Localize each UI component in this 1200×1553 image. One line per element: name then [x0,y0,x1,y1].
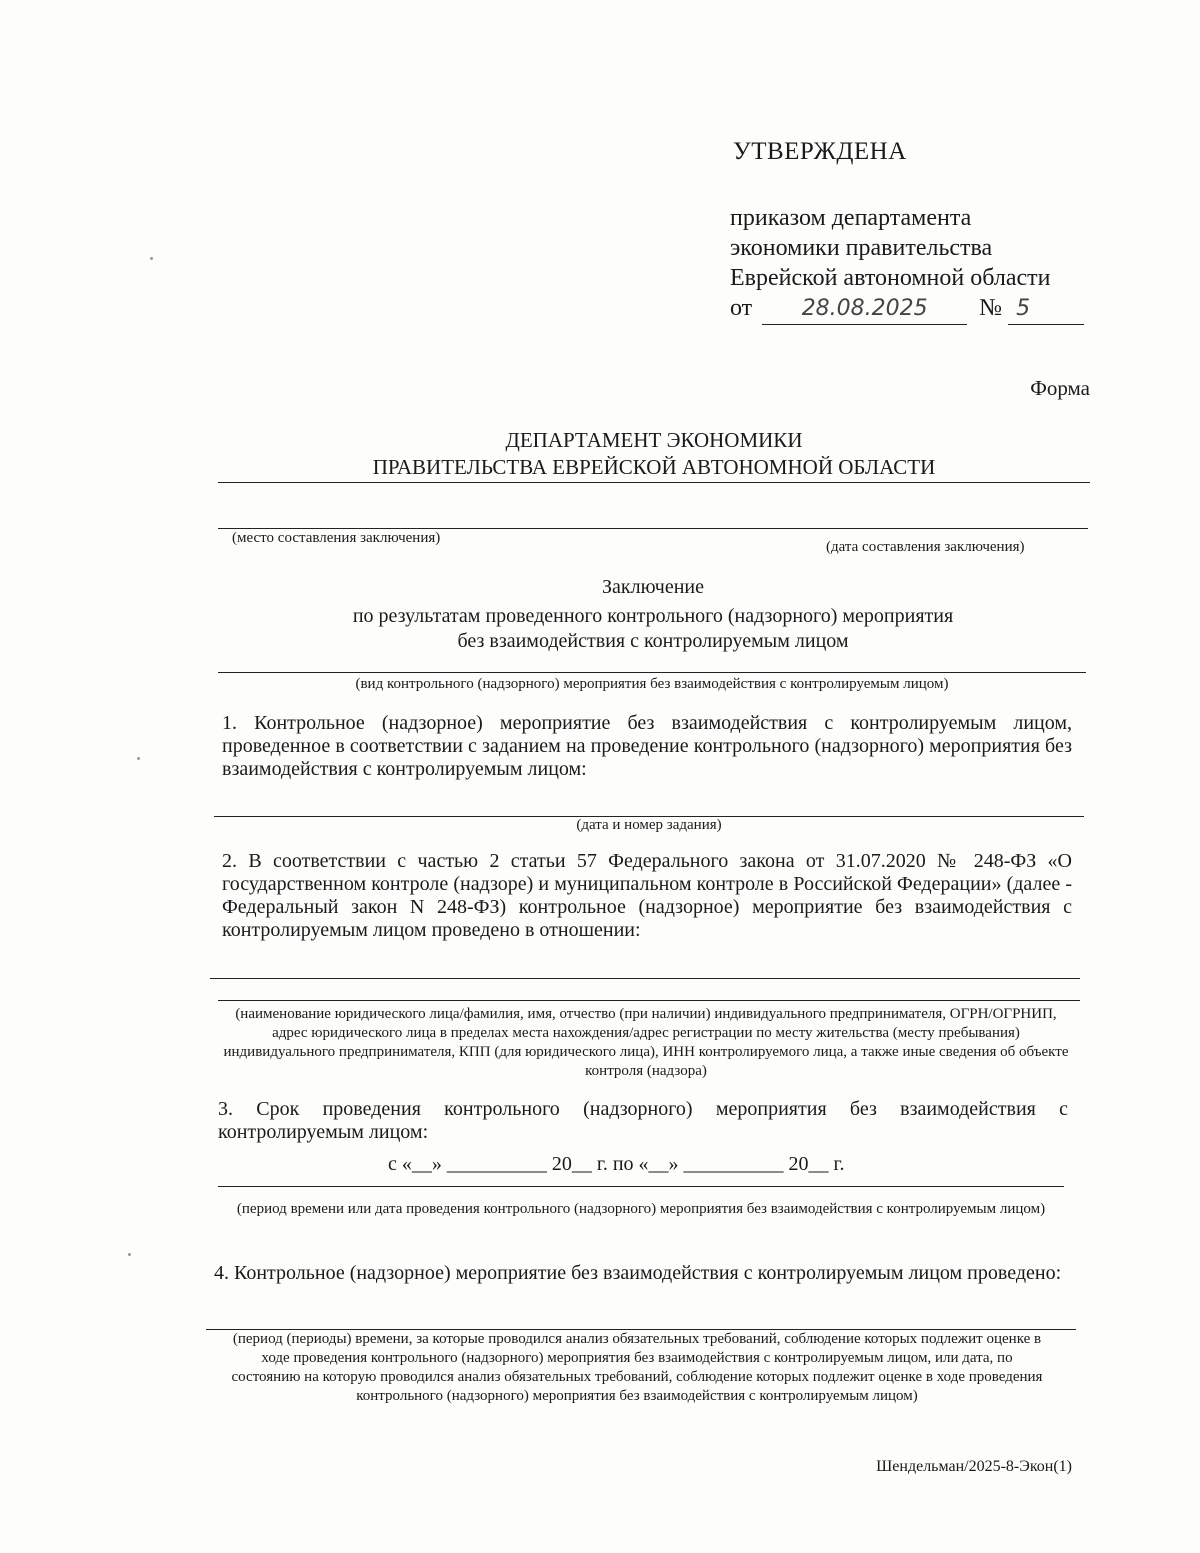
approval-line-3: Еврейской автономной области [730,265,1051,291]
number-prefix: № [979,295,1003,321]
conclusion-line-3: без взаимодействия с контролируемым лицом [457,630,849,652]
period-caption: (период времени или дата проведения контрольного (надзорного) мероприятия без взаимодействия с контролируемым лицом) [236,1201,1046,1217]
approval-title: УТВЕРЖДЕНА [733,138,907,165]
scan-speck [150,257,153,260]
section-2-text: 2. В соответствии с частью 2 статьи 57 Федерального закона от 31.07.2020 № 248-ФЗ «О государственном контроле (надзоре) и муниципальном контроле в Российской Федерации» (далее - Федеральный закон N 248-ФЗ) контрольное (надзорное) мероприятие без взаимодействия с контролируемым лицом проведено в отношении: [222,850,1072,941]
department-line-1: ДЕПАРТАМЕНТ ЭКОНОМИКИ [505,428,803,452]
entity-line-2 [218,1000,1080,1001]
department-line-2: ПРАВИТЕЛЬСТВА ЕВРЕЙСКОЙ АВТОНОМНОЙ ОБЛАСТИ [372,455,936,479]
conclusion-line-2: по результатам проведенного контрольного (надзорного) мероприятия [352,605,954,627]
approval-number-value: 5 [1008,294,1084,325]
analysis-caption: (период (периоды) времени, за которые проводился анализ обязательных требований, соблюдение которых подлежит оценке в ходе проведения контрольного (надзорного) мероприятия без взаимодействия с контролируемым лицом, или дата, по состоянию на которую проводился анализ обязательных требований, соблюдение которых подлежит оценке в ходе проведения контрольного (надзорного) мероприятия без взаимодействия с контролируемым лицом) [231,1331,1043,1404]
entity-line-1 [210,978,1080,979]
approval-line-1: приказом департамента [730,205,972,231]
section-3-text: 3. Срок проведения контрольного (надзорного) мероприятия без взаимодействия с контролируемым лицом: [218,1098,1068,1143]
approval-date-value: 28.08.2025 [762,294,967,325]
entity-caption: (наименование юридического лица/фамилия, имя, отчество (при наличии) индивидуального предпринимателя, ОГРН/ОГРНИП, адрес юридического лица в пределах места нахождения/адрес регистрации по месту жительства (месту пребывания) индивидуального предпринимателя, КПП (для юридического лица), ИНН контролируемого лица, а также иные сведения об объекте контроля (надзора) [223,1006,1069,1079]
place-caption: (место составления заключения) [232,530,441,546]
period-line: с «__» __________ 20__ г. по «__» __________ 20__ г. [388,1153,845,1175]
date-caption: (дата составления заключения) [826,539,1025,555]
conclusion-title: Заключение [602,576,704,598]
approval-date-row [730,293,1084,325]
footer-code: Шендельман/2025-8-Экон(1) [876,1458,1072,1475]
kind-line [218,672,1086,673]
form-label: Форма [1030,376,1090,400]
date-prefix: от [730,295,753,321]
period-rule [218,1186,1064,1187]
kind-caption: (вид контрольного (надзорного) мероприятия без взаимодействия с контролируемым лицом) [355,676,949,692]
scan-speck [137,757,140,760]
approval-line-2: экономики правительства [730,235,993,261]
section-4-text: 4. Контрольное (надзорное) мероприятие без взаимодействия с контролируемым лицом проведено: [214,1262,1062,1284]
department-underline [218,482,1090,483]
section-1-text: 1. Контрольное (надзорное) мероприятие без взаимодействия с контролируемым лицом, проведенное в соответствии с заданием на проведение контрольного (надзорного) мероприятия без взаимодействия с контролируемым лицом: [222,712,1072,780]
task-caption: (дата и номер задания) [576,817,722,833]
scan-speck [128,1253,131,1256]
